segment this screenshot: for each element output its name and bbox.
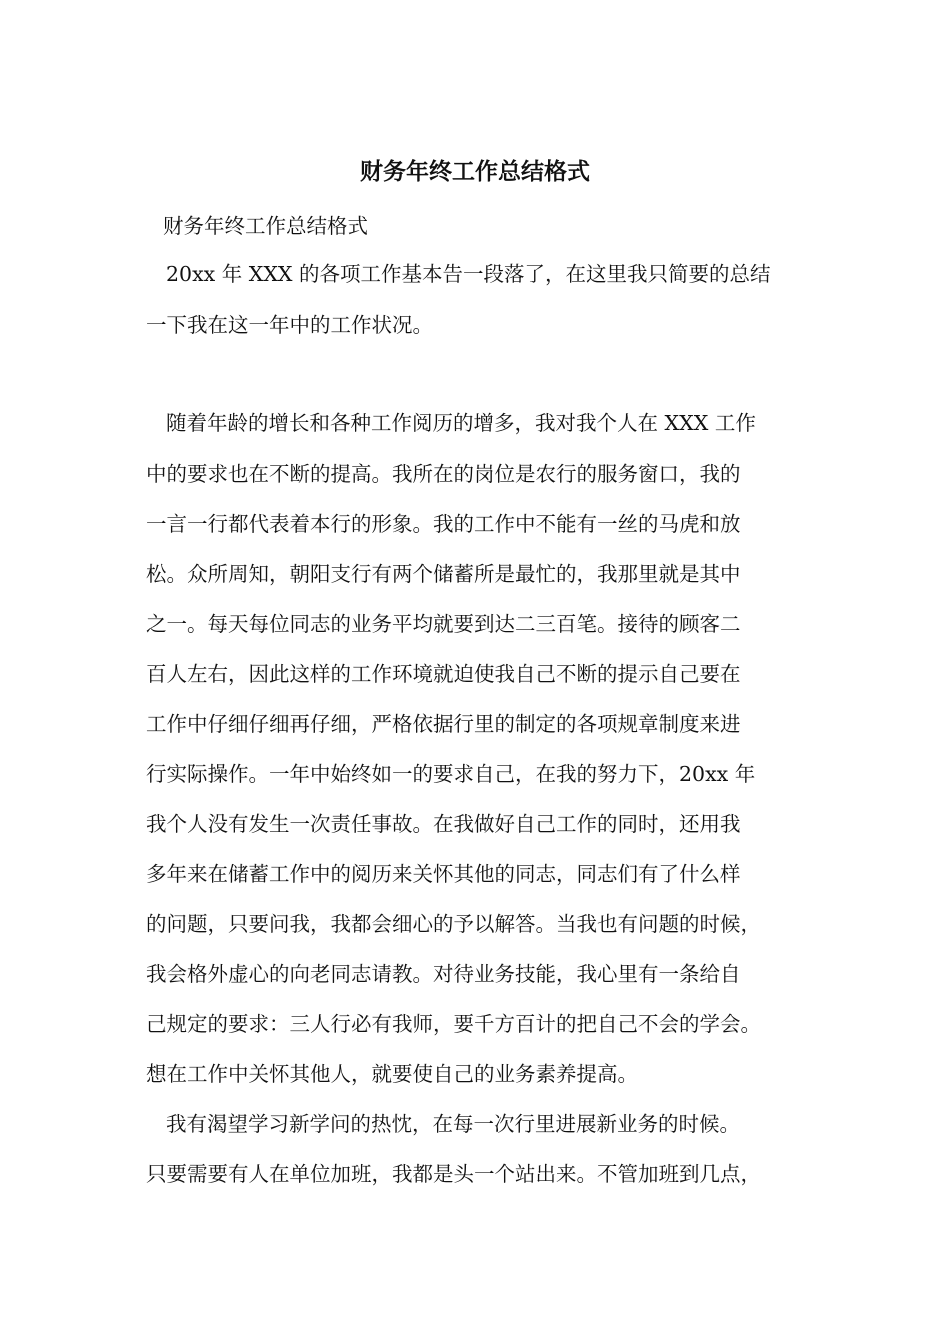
paragraph-line: 20xx 年 XXX 的各项工作基本告一段落了，在这里我只简要的总结 <box>166 262 771 286</box>
paragraph-line: 一言一行都代表着本行的形象。我的工作中不能有一丝的马虎和放 <box>146 512 741 536</box>
paragraph-line: 行实际操作。一年中始终如一的要求自己，在我的努力下，20xx 年 <box>146 762 756 786</box>
paragraph-line: 只要需要有人在单位加班，我都是头一个站出来。不管加班到几点， <box>146 1162 761 1186</box>
paragraph-line: 的问题，只要问我，我都会细心的予以解答。当我也有问题的时候， <box>146 912 761 936</box>
paragraph-line: 松。众所周知，朝阳支行有两个储蓄所是最忙的，我那里就是其中 <box>146 562 741 586</box>
paragraph-line: 己规定的要求：三人行必有我师，要千方百计的把自己不会的学会。 <box>146 1012 761 1036</box>
paragraph-line: 我会格外虚心的向老同志请教。对待业务技能，我心里有一条给自 <box>146 962 741 986</box>
paragraph-line: 我有渴望学习新学问的热忱，在每一次行里进展新业务的时候。 <box>166 1112 740 1136</box>
document-subtitle: 财务年终工作总结格式 <box>163 214 368 238</box>
paragraph-line: 工作中仔细仔细再仔细，严格依据行里的制定的各项规章制度来进 <box>146 712 741 736</box>
paragraph-line: 一下我在这一年中的工作状况。 <box>146 313 433 337</box>
paragraph-line: 多年来在储蓄工作中的阅历来关怀其他的同志，同志们有了什么样 <box>146 862 741 886</box>
paragraph-line: 百人左右，因此这样的工作环境就迫使我自己不断的提示自己要在 <box>146 662 741 686</box>
paragraph-line: 中的要求也在不断的提高。我所在的岗位是农行的服务窗口，我的 <box>146 462 741 486</box>
paragraph-line: 之一。每天每位同志的业务平均就要到达二三百笔。接待的顾客二 <box>146 612 741 636</box>
document-title: 财务年终工作总结格式 <box>360 158 590 185</box>
paragraph-line: 我个人没有发生一次责任事故。在我做好自己工作的同时，还用我 <box>146 812 741 836</box>
paragraph-line: 想在工作中关怀其他人，就要使自己的业务素养提高。 <box>146 1062 638 1086</box>
paragraph-line: 随着年龄的增长和各种工作阅历的增多，我对我个人在 XXX 工作 <box>166 411 756 435</box>
